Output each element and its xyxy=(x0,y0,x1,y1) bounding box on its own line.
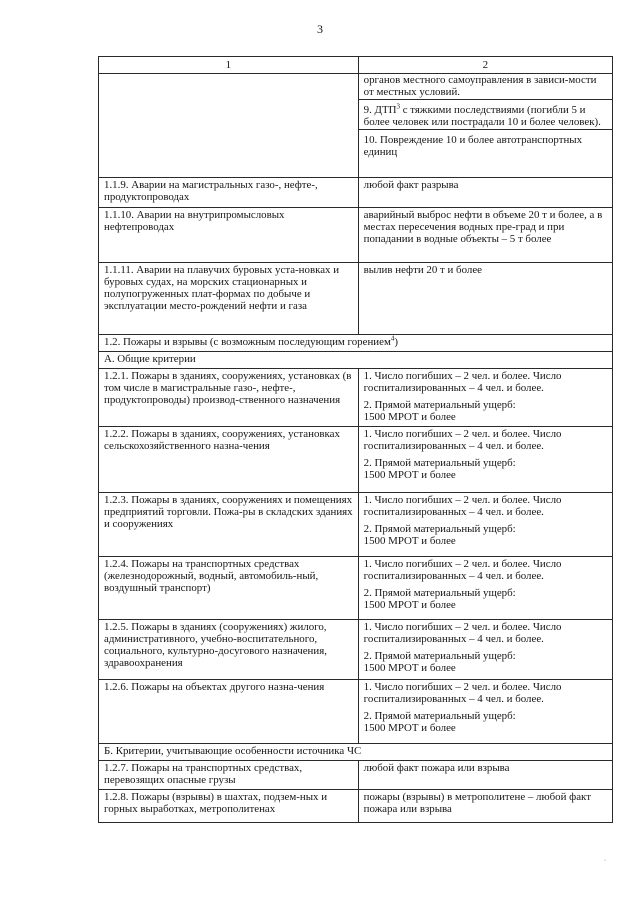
criterion-2 xyxy=(364,524,607,548)
cell-left: 1.2.4. Пожары на транспортных средствах (железнодорожный, водный, автомобиль-ный, воздушный транспорт) xyxy=(99,556,359,619)
criterion-1: 1. Число погибших – 2 чел. и более. Число госпитализированных – 4 чел. и более. xyxy=(363,680,562,705)
section-row xyxy=(99,351,613,368)
criterion-2 xyxy=(364,588,607,612)
cell-right: любой факт пожара или взрыва xyxy=(358,760,612,789)
page-number: 3 xyxy=(317,22,323,36)
text: 1500 МРОТ и более xyxy=(363,721,456,734)
table-row xyxy=(99,760,613,789)
text: 2. Прямой материальный ущерб: xyxy=(363,586,516,599)
cell-right xyxy=(358,619,612,679)
table-row xyxy=(99,619,613,679)
header-col-1: 1 xyxy=(99,57,359,74)
section-row xyxy=(99,335,613,352)
text: 1500 МРОТ и более xyxy=(363,534,456,547)
text: 2. Прямой материальный ущерб: xyxy=(363,456,516,469)
cell-left xyxy=(99,74,359,178)
table-row xyxy=(99,679,613,743)
table-row xyxy=(99,74,613,178)
table-row xyxy=(99,426,613,492)
criterion-1: 1. Число погибших – 2 чел. и более. Число госпитализированных – 4 чел. и более. xyxy=(363,427,562,452)
text: 2. Прямой материальный ущерб: xyxy=(363,649,516,662)
footnote-mark: 3 xyxy=(396,102,400,111)
criterion-2 xyxy=(364,400,607,424)
cell-left: 1.2.1. Пожары в зданиях, сооружениях, установках (в том числе в магистральные газо-, нефте-, продуктопроводы) производ-ственного назначения xyxy=(99,368,359,426)
cell-left: 1.1.10. Аварии на внутрипромысловых нефтепроводах xyxy=(99,208,359,263)
text: 1500 МРОТ и более xyxy=(363,410,456,423)
cell-right xyxy=(358,556,612,619)
cell-left: 1.1.9. Аварии на магистральных газо-, нефте-, продуктопроводах xyxy=(99,178,359,208)
table-row xyxy=(99,178,613,208)
criterion-1: 1. Число погибших – 2 чел. и более. Число госпитализированных – 4 чел. и более. xyxy=(363,369,562,394)
text: 2. Прямой материальный ущерб: xyxy=(363,709,516,722)
text: ) xyxy=(394,336,398,348)
text: с тяжкими последствиями (погибли 5 и более человек или пострадали 10 и более человек). xyxy=(363,103,601,128)
paragraph: органов местного самоуправления в зависи-мости от местных условий. xyxy=(359,75,612,100)
criterion-1: 1. Число погибших – 2 чел. и более. Число госпитализированных – 4 чел. и более. xyxy=(363,620,562,645)
text: 1500 МРОТ и более xyxy=(363,468,456,481)
cell-left: 1.1.11. Аварии на плавучих буровых уста-новках и буровых судах, на морских стационарных и полупогруженных плат-формах по добыче и эксплуатации место-рождений нефти и газа xyxy=(99,263,359,335)
table-row xyxy=(99,556,613,619)
cell-right: вылив нефти 20 т и более xyxy=(358,263,612,335)
table-row xyxy=(99,263,613,335)
text: 9. ДТП xyxy=(363,103,397,116)
text: 1500 МРОТ и более xyxy=(363,598,456,611)
table-header-row xyxy=(99,57,613,74)
text: 1.2. Пожары и взрывы (с возможным последующим горением xyxy=(104,336,391,348)
criterion-2 xyxy=(364,458,607,482)
text: 1500 МРОТ и более xyxy=(363,661,456,674)
section-heading: А. Общие критерии xyxy=(99,351,613,368)
section-heading xyxy=(99,335,613,352)
cell-right xyxy=(358,679,612,743)
section-row xyxy=(99,743,613,760)
cell-left: 1.2.3. Пожары в зданиях, сооружениях и помещениях предприятий торговли. Пожа-ры в складских зданиях и сооружениях xyxy=(99,492,359,556)
table-row xyxy=(99,368,613,426)
cell-right xyxy=(358,368,612,426)
criterion-2 xyxy=(364,651,607,675)
criteria-table xyxy=(98,56,613,823)
text: 2. Прямой материальный ущерб: xyxy=(363,522,516,535)
scan-speck: · xyxy=(604,858,606,864)
paragraph xyxy=(359,102,612,130)
text: 2. Прямой материальный ущерб: xyxy=(363,398,516,411)
cell-right xyxy=(358,426,612,492)
table-row xyxy=(99,208,613,263)
cell-right xyxy=(358,74,612,178)
section-heading: Б. Критерии, учитывающие особенности источника ЧС xyxy=(99,743,613,760)
header-col-2: 2 xyxy=(358,57,612,74)
cell-left: 1.2.2. Пожары в зданиях, сооружениях, установках сельскохозяйственного назна-чения xyxy=(99,426,359,492)
criterion-1: 1. Число погибших – 2 чел. и более. Число госпитализированных – 4 чел. и более. xyxy=(363,493,562,518)
cell-left: 1.2.5. Пожары в зданиях (сооружениях) жилого, административного, учебно-воспитательного, социального, культурно-досугового назначения, здравоохранения xyxy=(99,619,359,679)
table-row xyxy=(99,789,613,822)
cell-right xyxy=(358,492,612,556)
criterion-2 xyxy=(364,711,607,735)
cell-left: 1.2.7. Пожары на транспортных средствах, перевозящих опасные грузы xyxy=(99,760,359,789)
cell-left: 1.2.8. Пожары (взрывы) в шахтах, подзем-ных и горных выработках, метрополитенах xyxy=(99,789,359,822)
cell-right: аварийный выброс нефти в объеме 20 т и более, а в местах пересечения водных пре-град и при попадании в водные объекты – 5 т более xyxy=(358,208,612,263)
criterion-1: 1. Число погибших – 2 чел. и более. Число госпитализированных – 4 чел. и более. xyxy=(363,557,562,582)
cell-left: 1.2.6. Пожары на объектах другого назна-чения xyxy=(99,679,359,743)
paragraph: 10. Повреждение 10 и более автотранспортных единиц xyxy=(363,133,583,158)
footnote-mark: 4 xyxy=(390,334,395,343)
cell-right: любой факт разрыва xyxy=(358,178,612,208)
table-row xyxy=(99,492,613,556)
cell-right: пожары (взрывы) в метрополитене – любой факт пожара или взрыва xyxy=(358,789,612,822)
